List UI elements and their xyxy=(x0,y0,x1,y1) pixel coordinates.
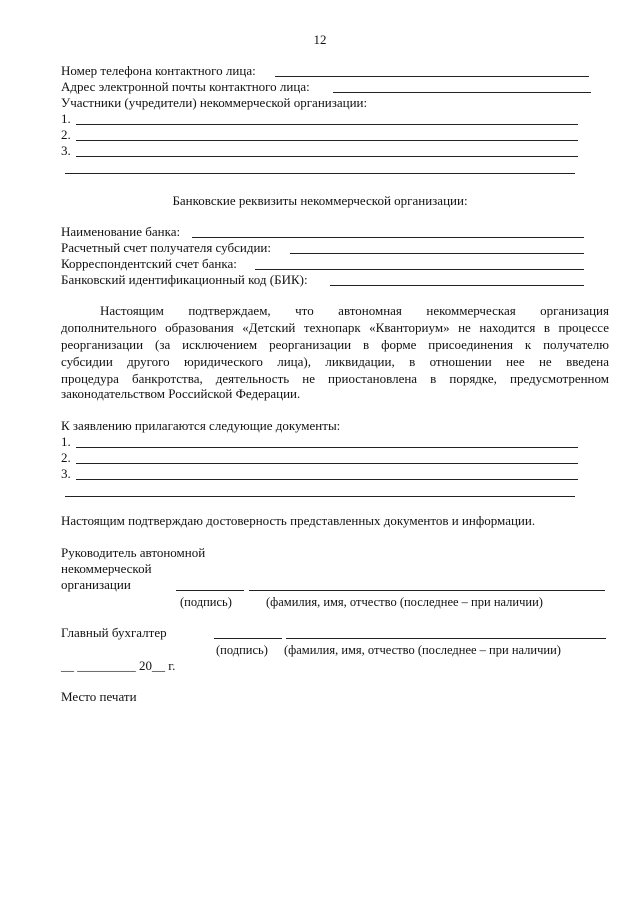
account-field[interactable] xyxy=(290,253,584,254)
corr-account-label: Корреспондентский счет банка: xyxy=(61,256,237,271)
attachments-label: К заявлению прилагаются следующие документы: xyxy=(61,418,341,433)
bic-label: Банковский идентификационный код (БИК): xyxy=(61,272,308,287)
attachment-item-number: 3. xyxy=(61,466,71,481)
bic-field[interactable] xyxy=(330,285,584,286)
head-label-line: некоммерческой xyxy=(61,561,152,576)
founder-item-number: 3. xyxy=(61,143,71,158)
founder-field[interactable] xyxy=(76,140,578,141)
founder-extra-field[interactable] xyxy=(65,173,575,174)
attachment-item-number: 1. xyxy=(61,434,71,449)
email-label: Адрес электронной почты контактного лица: xyxy=(61,79,310,94)
founders-label: Участники (учредители) некоммерческой организации: xyxy=(61,95,368,110)
email-field[interactable] xyxy=(333,92,591,93)
head-label-line: Руководитель автономной xyxy=(61,545,206,560)
founder-field[interactable] xyxy=(76,124,578,125)
bank-name-label: Наименование банка: xyxy=(61,224,181,239)
head-signature-field[interactable] xyxy=(176,590,244,591)
founder-field[interactable] xyxy=(76,156,578,157)
accountant-label: Главный бухгалтер xyxy=(61,625,167,640)
account-label: Расчетный счет получателя субсидии: xyxy=(61,240,271,255)
seal-label: Место печати xyxy=(61,689,137,704)
confirmation-line: дополнительного образования «Детский технопарк «Кванториум» не находится в процессе xyxy=(61,320,609,335)
founder-item-number: 1. xyxy=(61,111,71,126)
founder-item-number: 2. xyxy=(61,127,71,142)
accountant-signature-caption: (подпись) xyxy=(216,643,268,657)
corr-account-field[interactable] xyxy=(255,269,584,270)
bank-heading: Банковские реквизиты некоммерческой организации: xyxy=(172,193,468,208)
head-name-caption: (фамилия, имя, отчество (последнее – при наличии) xyxy=(266,595,543,609)
attachment-field[interactable] xyxy=(76,463,578,464)
head-label-line: организации xyxy=(61,577,131,592)
confirmation-line: Настоящим подтверждаем, что автономная некоммерческая организация xyxy=(100,303,609,318)
attachment-item-number: 2. xyxy=(61,450,71,465)
bank-name-field[interactable] xyxy=(192,237,584,238)
accountant-signature-field[interactable] xyxy=(214,638,282,639)
head-name-field[interactable] xyxy=(249,590,605,591)
head-signature-caption: (подпись) xyxy=(180,595,232,609)
attachment-field[interactable] xyxy=(76,447,578,448)
phone-field[interactable] xyxy=(275,76,589,77)
page-number: 12 xyxy=(313,32,327,47)
accountant-name-field[interactable] xyxy=(286,638,606,639)
confirmation-line: реорганизации (за исключением реорганизации в форме присоединения к получателю xyxy=(61,337,609,352)
phone-label: Номер телефона контактного лица: xyxy=(61,63,256,78)
date-line: __ _________ 20__ г. xyxy=(61,658,176,673)
confirmation-last-line: законодательством Российской Федерации. xyxy=(61,386,301,401)
attachment-field[interactable] xyxy=(76,479,578,480)
authenticity-statement: Настоящим подтверждаю достоверность представленных документов и информации. xyxy=(61,513,536,528)
confirmation-line: субсидии другого юридического лица), ликвидации, в отношении нее не введена xyxy=(61,354,609,369)
attachment-extra-field[interactable] xyxy=(65,496,575,497)
accountant-name-caption: (фамилия, имя, отчество (последнее – при наличии) xyxy=(284,643,561,657)
confirmation-line: процедура банкротства, деятельность не приостановлена в порядке, предусмотренном xyxy=(61,371,609,386)
